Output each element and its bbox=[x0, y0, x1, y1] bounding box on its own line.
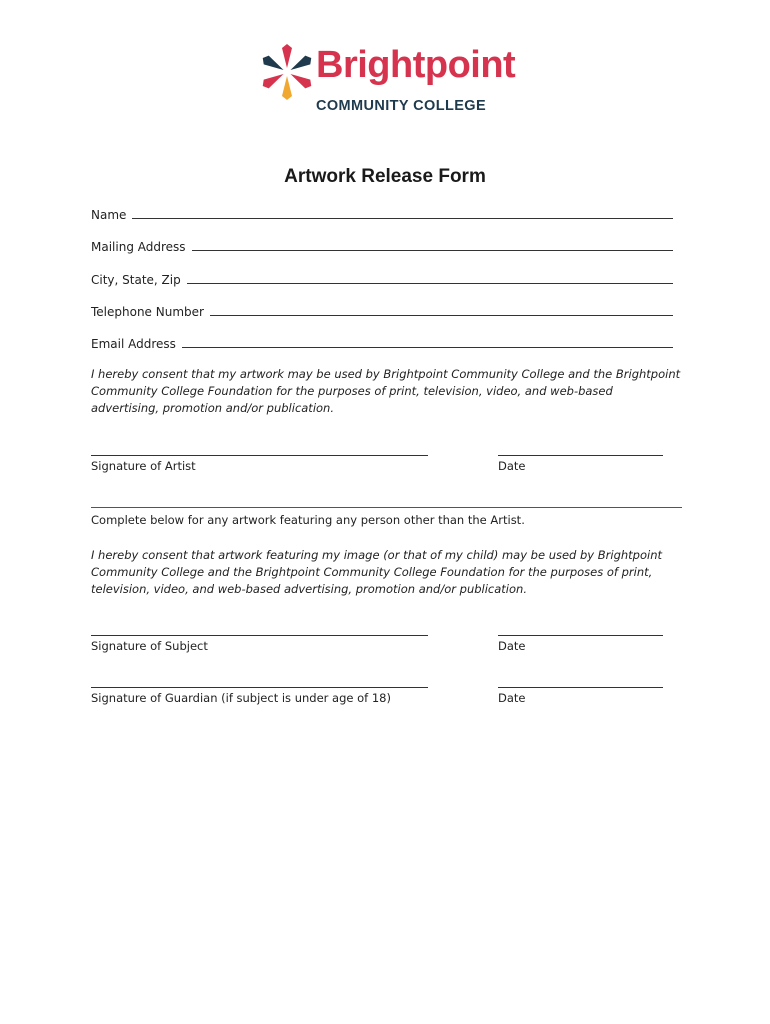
email-line[interactable] bbox=[182, 346, 673, 348]
mailing-address-field[interactable] bbox=[91, 236, 673, 254]
section-divider bbox=[91, 507, 682, 508]
artist-consent-text: I hereby consent that my artwork may be used by Brightpoint Community College and the Brightpoint Community College Foundation for the purposes of print, television, video, and web-based advertising, promotion and/or publication. bbox=[91, 367, 681, 415]
subject-date-label: Date bbox=[498, 639, 526, 653]
artist-date-label: Date bbox=[498, 459, 526, 473]
star-logo-icon bbox=[262, 44, 312, 100]
logo-subtitle: COMMUNITY COLLEGE bbox=[316, 98, 487, 114]
email-label: Email Address bbox=[91, 337, 176, 351]
guardian-signature-label: Signature of Guardian (if subject is under age of 18) bbox=[91, 691, 391, 705]
telephone-field[interactable] bbox=[91, 301, 673, 319]
telephone-line[interactable] bbox=[210, 314, 673, 316]
form-title: Artwork Release Form bbox=[284, 166, 486, 187]
subject-signature-line[interactable] bbox=[91, 635, 428, 636]
artist-signature-line[interactable] bbox=[91, 455, 428, 456]
name-field[interactable] bbox=[91, 204, 673, 222]
city-state-zip-label: City, State, Zip bbox=[91, 273, 181, 287]
telephone-label: Telephone Number bbox=[91, 305, 204, 319]
guardian-date-label: Date bbox=[498, 691, 526, 705]
section-note: Complete below for any artwork featuring any person other than the Artist. bbox=[91, 513, 525, 527]
guardian-signature-line[interactable] bbox=[91, 687, 428, 688]
college-logo bbox=[262, 44, 516, 120]
city-state-zip-field[interactable] bbox=[91, 269, 673, 287]
email-field[interactable] bbox=[91, 333, 673, 351]
name-line[interactable] bbox=[132, 217, 673, 219]
subject-consent-text: I hereby consent that artwork featuring my image (or that of my child) may be used by Brightpoint Community College and the Brightpoint Community College Foundation for the purposes of print, television, video, and web-based advertising, promotion and/or publication. bbox=[91, 548, 663, 596]
name-label: Name bbox=[91, 208, 127, 222]
subject-date-line[interactable] bbox=[498, 635, 663, 636]
mailing-address-line[interactable] bbox=[192, 249, 673, 251]
artist-signature-label: Signature of Artist bbox=[91, 459, 196, 473]
guardian-date-line[interactable] bbox=[498, 687, 663, 688]
city-state-zip-line[interactable] bbox=[187, 282, 673, 284]
subject-signature-label: Signature of Subject bbox=[91, 639, 208, 653]
artist-date-line[interactable] bbox=[498, 455, 663, 456]
logo-wordmark: Brightpoint bbox=[316, 44, 516, 86]
mailing-address-label: Mailing Address bbox=[91, 240, 186, 254]
